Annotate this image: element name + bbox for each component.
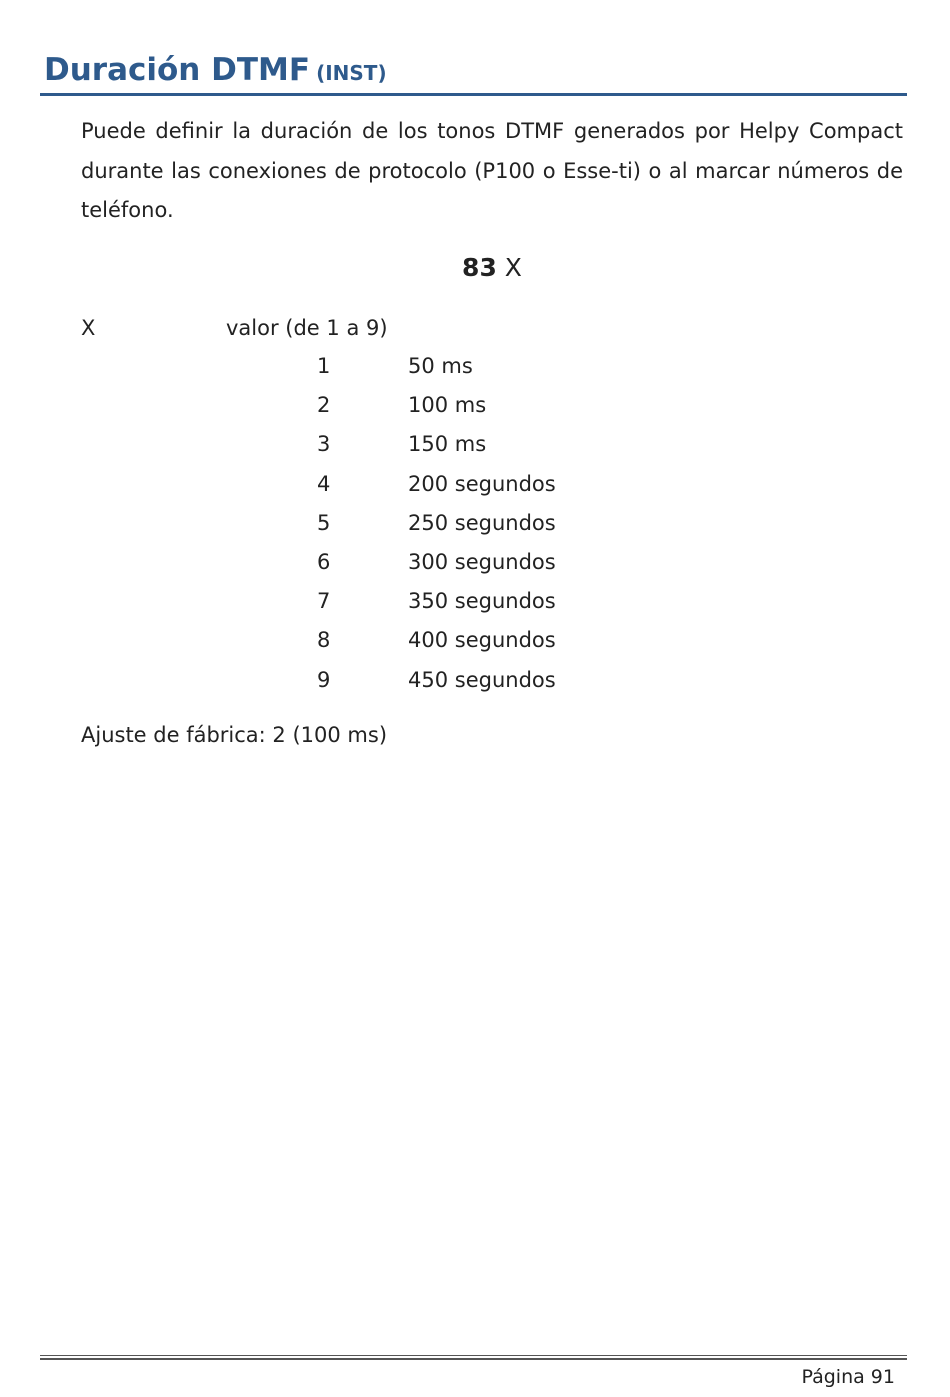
value-label: 150 ms	[408, 432, 487, 457]
value-row	[0, 387, 950, 426]
value-row	[0, 505, 950, 544]
value-label: 50 ms	[408, 354, 473, 378]
value-key: 5	[317, 510, 331, 535]
command-code-param: X	[504, 253, 522, 282]
value-key: 3	[317, 432, 331, 457]
page-number: Página 91	[801, 1366, 895, 1388]
value-row	[0, 583, 950, 622]
parameter-row	[81, 310, 388, 346]
value-label: 450 segundos	[408, 667, 556, 692]
value-key: 6	[317, 549, 331, 574]
value-row	[0, 622, 950, 661]
factory-default: Ajuste de fábrica: 2 (100 ms)	[81, 723, 388, 747]
value-key: 9	[317, 667, 331, 692]
value-label: 400 segundos	[408, 628, 556, 653]
page-title-text: Duración DTMF	[44, 52, 311, 88]
value-label: 100 ms	[408, 393, 487, 418]
value-row	[0, 426, 950, 465]
value-list	[0, 348, 950, 701]
value-row	[0, 662, 950, 701]
value-key: 2	[317, 393, 331, 418]
parameter-name: X	[81, 316, 96, 340]
value-label: 250 segundos	[408, 510, 556, 535]
value-key: 4	[317, 471, 331, 496]
value-label: 350 segundos	[408, 589, 556, 614]
command-code	[0, 250, 950, 286]
page-title	[44, 50, 387, 93]
intro-paragraph: Puede definir la duración de los tonos DTMF generados por Helpy Compact durante las conexiones de protocolo (P100 o Esse-ti) o al marcar números de teléfono.	[81, 119, 903, 222]
footer-divider	[40, 1355, 907, 1356]
value-row	[0, 466, 950, 505]
value-key: 1	[317, 354, 331, 378]
command-code-number: 83	[462, 253, 497, 282]
value-row	[0, 544, 950, 583]
value-key: 7	[317, 589, 331, 614]
page-title-suffix: (INST)	[316, 61, 387, 85]
value-row	[0, 348, 950, 387]
value-key: 8	[317, 628, 331, 653]
footer-divider-thick	[40, 1358, 907, 1360]
parameter-description: valor (de 1 a 9)	[226, 316, 388, 340]
value-label: 200 segundos	[408, 471, 556, 496]
value-label: 300 segundos	[408, 549, 556, 574]
title-divider	[40, 93, 907, 96]
